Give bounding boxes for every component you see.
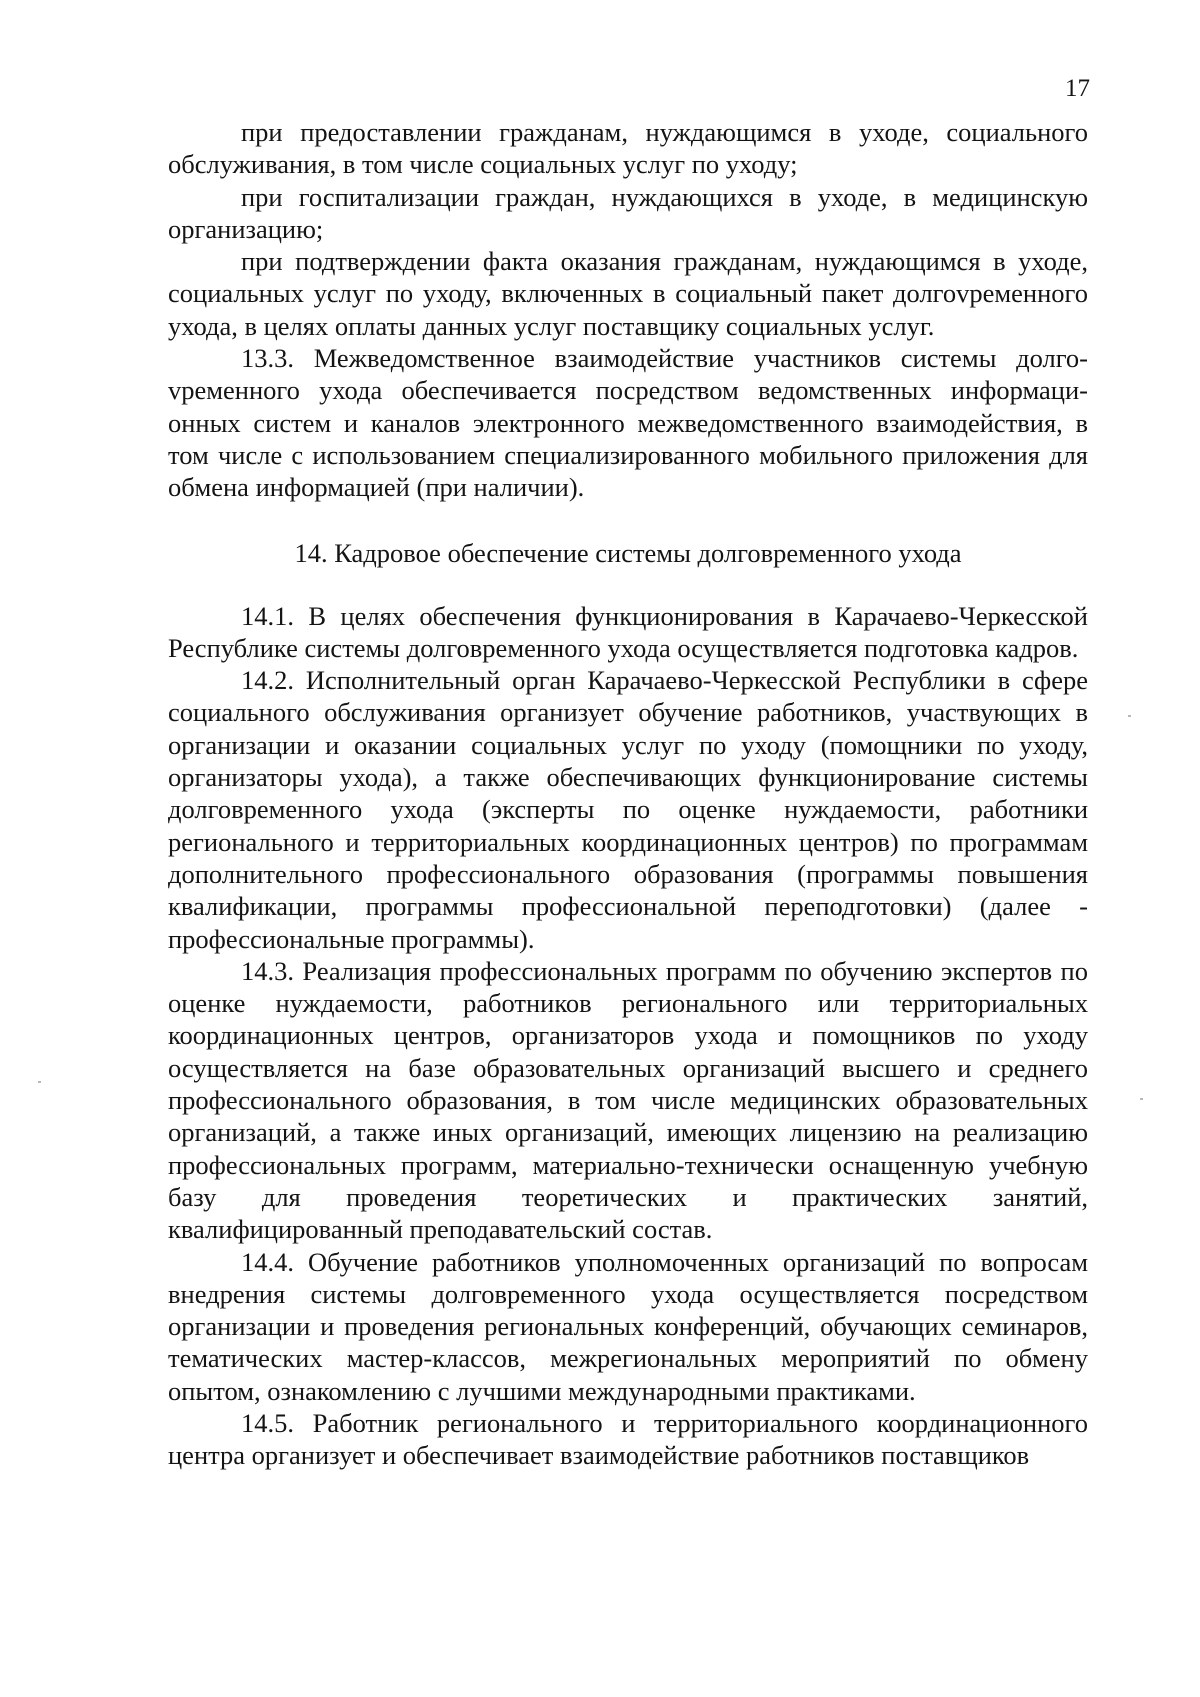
paragraph-14-2: 14.2. Исполнительный орган Карачаево-Черкесской Республики в сфере социального обслуживания организует обучение работников, участвующих в организации и оказании социальных услуг по уходу (помощники по уходу, организаторы ухода), а также обеспечивающих функционирование системы долговременного ухода (эксперты по оценке нуждаемости, работники регионального и территориальных координационных центров) по программам дополнительного профессионального образования (программы повышения квалификации, программы профессиональной переподготовки) (далее - профессиональные программы). (168, 665, 1088, 954)
paragraph-14-4: 14.4. Обучение работников уполномоченных организаций по вопросам внедрения системы долговременного ухода осуществляется посредством организации и проведения региональных конференций, обучающих семинаров, тематических мастер-классов, межрегиональных мероприятий по обмену опытом, ознакомлению с лучшими международными практиками. (168, 1246, 1088, 1406)
paragraph-13-3: 13.3. Межведомственное взаимодействие участников системы долгоvременного ухода обеспечивается посредством ведомственных информационных систем и каналов электронного межведомственного взаимодействия, в том числе с использованием специализированного мобильного приложения для обмена информацией (при наличии). (168, 343, 1088, 503)
paragraph-14-1: 14.1. В целях обеспечения функционирования в Карачаево-Черкесской Республике системы долговременного ухода осуществляется подготовка кадров. (168, 600, 1088, 663)
paragraph-14-5: 14.5. Работник регионального и территориального координационного центра организует и обеспечивает взаимодействие работников поставщиков (168, 1407, 1088, 1471)
scan-speck (1128, 715, 1131, 717)
section-heading-14: 14. Кадровое обеспечение системы долговременного ухода (294, 537, 962, 568)
scan-speck (38, 1081, 41, 1083)
paragraph-14-3: 14.3. Реализация профессиональных программ по обучению экспертов по оценке нуждаемости, работников регионального или территориальных координационных центров, организаторов ухода и помощников по уходу осуществляется на базе образовательных организаций высшего и среднего профессионального образования, в том числе медицинских образовательных организаций, а также иных организаций, имеющих лицензию на реализацию профессиональных программ, материально-технически оснащенную учебную базу для проведения теоретических и практических занятий, квалифицированный преподавательский состав. (168, 955, 1088, 1245)
paragraph-confirmation: при подтверждении факта оказания гражданам, нуждающимся в уходе, социальных услуг по уходу, включенных в социальный пакет долгоvременного ухода, в целях оплаты данных услуг поставщику социальных услуг. (168, 246, 1088, 341)
paragraph-hospitalization: при госпитализации граждан, нуждающихся в уходе, в медицинскую организацию; (168, 181, 1088, 244)
scan-speck (1140, 1098, 1143, 1100)
paragraph-social-services: при предоставлении гражданам, нуждающимся в уходе, социального обслуживания, в том числе социальных услуг по уходу; (168, 117, 1088, 180)
document-body (168, 116, 1088, 1472)
page-number: 17 (1065, 75, 1090, 102)
